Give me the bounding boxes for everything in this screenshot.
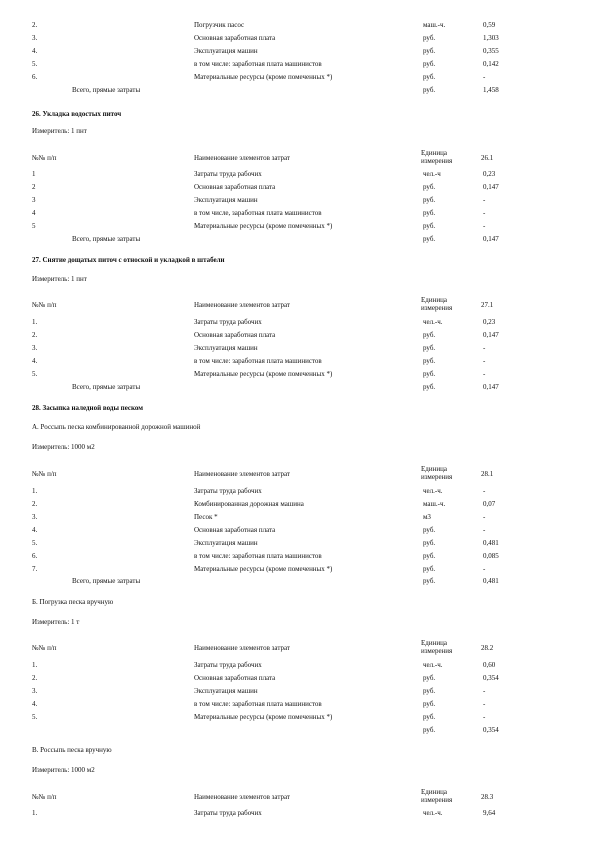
table-row [0, 714, 595, 723]
header-number: №№ п/п [32, 793, 57, 801]
row-name: Затраты труда рабочих [194, 487, 262, 495]
row-name: Основная заработная плата [194, 183, 276, 191]
row-name: в том числе: заработная плата машинистов [194, 552, 322, 560]
row-number: 4. [32, 357, 38, 365]
row-name: Комбинированная дорожная машина [194, 500, 304, 508]
row-unit: руб. [423, 73, 436, 81]
header-unit: Единица измерения [421, 149, 453, 165]
table-row [0, 74, 595, 83]
row-unit: маш.-ч. [423, 500, 446, 508]
row-value: 1,303 [483, 34, 499, 42]
row-unit: руб. [423, 47, 436, 55]
table-header [0, 639, 595, 659]
row-number: 1. [32, 318, 38, 326]
row-value: - [483, 196, 486, 204]
subsection-title: В. Россыпь песка вручную [32, 746, 112, 754]
row-name: Материальные ресурсы (кроме помеченных *) [194, 73, 333, 81]
row-value: 0,354 [483, 674, 499, 682]
total-unit: руб. [423, 86, 436, 94]
row-number: 5 [32, 222, 36, 230]
row-number: 4. [32, 47, 38, 55]
row-number: 2. [32, 21, 38, 29]
row-value: - [483, 713, 486, 721]
table-row [0, 223, 595, 232]
row-number: 2. [32, 500, 38, 508]
row-unit: руб. [423, 222, 436, 230]
header-name: Наименование элементов затрат [194, 470, 290, 478]
table-row [0, 566, 595, 575]
row-unit: м3 [423, 513, 431, 521]
row-number: 4. [32, 526, 38, 534]
row-name: Основная заработная плата [194, 34, 276, 42]
row-value: 0,60 [483, 661, 496, 669]
total-row [0, 578, 595, 587]
row-value: 0,07 [483, 500, 496, 508]
row-value: - [483, 565, 486, 573]
table-row [0, 662, 595, 671]
row-value: - [483, 526, 486, 534]
total-value: 0,354 [483, 726, 499, 734]
row-value: - [483, 700, 486, 708]
row-unit: маш.-ч. [423, 21, 446, 29]
row-unit: чел.-ч. [423, 661, 443, 669]
total-row [0, 87, 595, 96]
row-value: - [483, 73, 486, 81]
header-code: 27.1 [481, 301, 494, 309]
row-name: Материальные ресурсы (кроме помеченных *) [194, 222, 333, 230]
total-unit: руб. [423, 235, 436, 243]
table-row [0, 688, 595, 697]
total-value: 0,147 [483, 235, 499, 243]
row-unit: руб. [423, 674, 436, 682]
header-unit: Единица измерения [421, 296, 453, 312]
row-unit: руб. [423, 526, 436, 534]
row-value: 0,147 [483, 183, 499, 191]
row-name: Эксплуатация машин [194, 687, 258, 695]
row-value: 0,147 [483, 331, 499, 339]
row-unit: руб. [423, 565, 436, 573]
table-row [0, 553, 595, 562]
row-value: - [483, 513, 486, 521]
total-label: Всего, прямые затраты [72, 577, 141, 585]
table-row [0, 371, 595, 380]
row-name: Затраты труда рабочих [194, 661, 262, 669]
measure-unit: Измеритель: 1000 м2 [32, 766, 95, 774]
row-name: в том числе: заработная плата машинистов [194, 357, 322, 365]
total-unit: руб. [423, 726, 436, 734]
row-unit: руб. [423, 196, 436, 204]
table-header [0, 149, 595, 169]
row-unit: руб. [423, 713, 436, 721]
row-unit: руб. [423, 344, 436, 352]
row-name: в том числе: заработная плата машинистов [194, 60, 322, 68]
row-unit: руб. [423, 34, 436, 42]
row-name: в том числе: заработная плата машинистов [194, 700, 322, 708]
table-header [0, 788, 595, 808]
header-code: 28.1 [481, 470, 494, 478]
row-number: 4 [32, 209, 36, 217]
row-unit: руб. [423, 539, 436, 547]
row-name: Эксплуатация машин [194, 539, 258, 547]
row-number: 2. [32, 331, 38, 339]
table-row [0, 345, 595, 354]
row-number: 5. [32, 713, 38, 721]
row-name: Затраты труда рабочих [194, 318, 262, 326]
total-row [0, 384, 595, 393]
row-unit: чел.-ч. [423, 487, 443, 495]
row-name: в том числе, заработная плата машинистов [194, 209, 322, 217]
row-unit: руб. [423, 700, 436, 708]
row-unit: чел.-ч. [423, 809, 443, 817]
row-name: Материальные ресурсы (кроме помеченных *) [194, 713, 333, 721]
row-unit: руб. [423, 60, 436, 68]
table-row [0, 184, 595, 193]
row-name: Основная заработная плата [194, 674, 276, 682]
row-name: Затраты труда рабочих [194, 170, 262, 178]
row-unit: руб. [423, 357, 436, 365]
measure-unit: Измеритель: 1 т [32, 618, 80, 626]
table-row [0, 332, 595, 341]
row-name: Эксплуатация машин [194, 47, 258, 55]
table-row [0, 527, 595, 536]
row-value: 9,64 [483, 809, 496, 817]
row-value: - [483, 209, 486, 217]
row-name: Эксплуатация машин [194, 344, 258, 352]
header-code: 28.3 [481, 793, 494, 801]
row-number: 1. [32, 487, 38, 495]
total-unit: руб. [423, 577, 436, 585]
row-number: 2. [32, 674, 38, 682]
row-number: 6. [32, 552, 38, 560]
total-value: 0,147 [483, 383, 499, 391]
row-number: 1. [32, 661, 38, 669]
row-unit: руб. [423, 370, 436, 378]
table-row [0, 210, 595, 219]
header-unit: Единица измерения [421, 465, 453, 481]
table-row [0, 319, 595, 328]
table-row [0, 197, 595, 206]
total-unit: руб. [423, 383, 436, 391]
row-value: - [483, 370, 486, 378]
table-row [0, 810, 595, 819]
row-number: 3. [32, 344, 38, 352]
row-unit: руб. [423, 183, 436, 191]
table-row [0, 701, 595, 710]
header-code: 26.1 [481, 154, 494, 162]
row-number: 3. [32, 687, 38, 695]
row-name: Затраты труда рабочих [194, 809, 262, 817]
section-title: 28. Засыпка наледной воды песком [32, 404, 144, 412]
header-number: №№ п/п [32, 644, 57, 652]
row-number: 6. [32, 73, 38, 81]
total-value: 1,458 [483, 86, 499, 94]
section-title: 26. Укладка водостых питоч [32, 110, 122, 118]
row-name: Погрузчик пасос [194, 21, 245, 29]
row-unit: чел.-ч [423, 170, 441, 178]
table-header [0, 296, 595, 316]
subsection-title: Б. Погрузка песка вручную [32, 598, 114, 606]
row-name: Основная заработная плата [194, 526, 276, 534]
row-number: 1. [32, 809, 38, 817]
total-value: 0,481 [483, 577, 499, 585]
row-name: Песок * [194, 513, 218, 521]
header-unit: Единица измерения [421, 788, 453, 804]
table-row [0, 358, 595, 367]
table-row [0, 61, 595, 70]
total-label: Всего, прямые затраты [72, 86, 141, 94]
row-name: Материальные ресурсы (кроме помеченных *) [194, 370, 333, 378]
table-row [0, 514, 595, 523]
header-name: Наименование элементов затрат [194, 793, 290, 801]
header-name: Наименование элементов затрат [194, 154, 290, 162]
row-name: Основная заработная плата [194, 331, 276, 339]
row-number: 1 [32, 170, 36, 178]
measure-unit: Измеритель: 1 пнт [32, 275, 87, 283]
row-number: 2 [32, 183, 36, 191]
row-number: 5. [32, 60, 38, 68]
row-name: Эксплуатация машин [194, 196, 258, 204]
row-number: 3. [32, 34, 38, 42]
section-title: 27. Снятие дощатых питоч с отноской и укладкой в штабели [32, 256, 225, 264]
total-row [0, 727, 595, 736]
row-value: - [483, 222, 486, 230]
row-number: 5. [32, 539, 38, 547]
row-value: 0,355 [483, 47, 499, 55]
row-value: 0,085 [483, 552, 499, 560]
header-number: №№ п/п [32, 154, 57, 162]
row-value: 0,481 [483, 539, 499, 547]
total-label: Всего, прямые затраты [72, 235, 141, 243]
row-number: 3 [32, 196, 36, 204]
row-number: 3. [32, 513, 38, 521]
row-unit: руб. [423, 209, 436, 217]
table-row [0, 48, 595, 57]
table-row [0, 540, 595, 549]
total-label: Всего, прямые затраты [72, 383, 141, 391]
row-value: 0,59 [483, 21, 496, 29]
row-value: 0,23 [483, 318, 496, 326]
header-code: 28.2 [481, 644, 494, 652]
row-value: - [483, 487, 486, 495]
row-name: Материальные ресурсы (кроме помеченных *) [194, 565, 333, 573]
row-value: - [483, 344, 486, 352]
row-number: 7. [32, 565, 38, 573]
table-row [0, 488, 595, 497]
table-row [0, 501, 595, 510]
row-unit: руб. [423, 331, 436, 339]
header-number: №№ п/п [32, 470, 57, 478]
table-row [0, 22, 595, 31]
measure-unit: Измеритель: 1 пнт [32, 127, 87, 135]
row-value: 0,142 [483, 60, 499, 68]
row-unit: чел.-ч. [423, 318, 443, 326]
table-row [0, 35, 595, 44]
header-number: №№ п/п [32, 301, 57, 309]
table-header [0, 465, 595, 485]
row-number: 4. [32, 700, 38, 708]
row-unit: руб. [423, 687, 436, 695]
row-unit: руб. [423, 552, 436, 560]
table-row [0, 171, 595, 180]
subsection-title: А. Россыпь песка комбинированной дорожной машиной [32, 423, 201, 431]
total-row [0, 236, 595, 245]
header-name: Наименование элементов затрат [194, 301, 290, 309]
row-value: - [483, 687, 486, 695]
row-value: - [483, 357, 486, 365]
row-number: 5. [32, 370, 38, 378]
header-unit: Единица измерения [421, 639, 453, 655]
row-value: 0,23 [483, 170, 496, 178]
table-row [0, 675, 595, 684]
measure-unit: Измеритель: 1000 м2 [32, 443, 95, 451]
header-name: Наименование элементов затрат [194, 644, 290, 652]
